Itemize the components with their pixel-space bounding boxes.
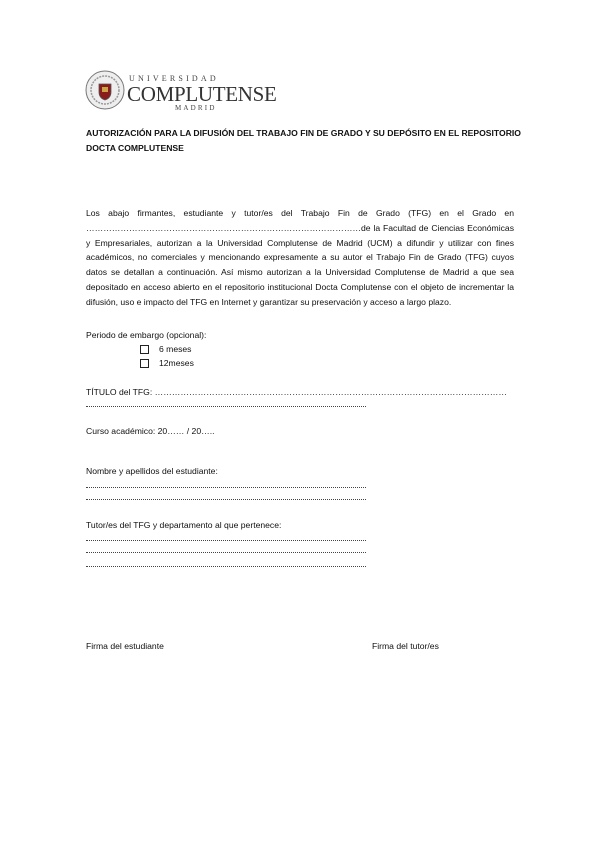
university-seal-icon — [85, 70, 125, 110]
embargo-option-6[interactable] — [140, 344, 191, 354]
student-name-line[interactable] — [86, 487, 366, 488]
document-title: AUTORIZACIÓN PARA LA DIFUSIÓN DEL TRABAJO FIN DE GRADO Y SU DEPÓSITO EN EL REPOSITORIO DOCTA COMPLUTENSE — [86, 128, 521, 153]
embargo-option-label: 6 meses — [159, 344, 192, 354]
tutor-line[interactable] — [86, 540, 366, 541]
tutor-label: Tutor/es del TFG y departamento al que pertenece: — [86, 520, 282, 530]
tutor-line[interactable] — [86, 566, 366, 567]
titulo-tfg-field: TÍTULO del TFG: …………………………………………………………………………………………………………… — [86, 387, 507, 397]
curso-academico-field: Curso académico: 20…… / 20….. — [86, 426, 215, 436]
authorization-paragraph: Los abajo firmantes, estudiante y tutor/es del Trabajo Fin de Grado (TFG) en el Grado en ……………………………………………………………………………………de la Facultad de Ciencias Económicas y Empresariales, autorizan a la Universidad Complutense de Madrid (UCM) a difundir y utilizar con fines académicos, no comerciales y mencionando expresamente a su autor el Trabajo Fin de Grado (TFG) cuyos datos se detallan a continuación. Así mismo autorizan a la Universidad Complutense de Madrid a que sea depositado en acceso abierto en el repositorio institucional Docta Complutense con el objeto de incrementar la difusión, uso e impacto del TFG en Internet y garantizar su preservación y acceso a largo plazo. — [86, 208, 514, 307]
student-signature-label: Firma del estudiante — [86, 641, 164, 651]
logo-bottom-text: MADRID — [175, 104, 217, 112]
embargo-option-label: 12meses — [159, 358, 194, 368]
university-logo — [85, 70, 277, 114]
checkbox-icon[interactable] — [140, 345, 149, 354]
embargo-option-12[interactable] — [140, 358, 194, 368]
checkbox-icon[interactable] — [140, 359, 149, 368]
logo-top-text: UNIVERSIDAD — [129, 74, 219, 83]
tutor-line[interactable] — [86, 552, 366, 553]
logo-main-text: COMPLUTENSE — [127, 82, 277, 106]
tutor-signature-label: Firma del tutor/es — [372, 641, 439, 651]
titulo-continuation-line[interactable] — [86, 406, 366, 407]
student-name-line[interactable] — [86, 499, 366, 500]
embargo-label: Periodo de embargo (opcional): — [86, 330, 207, 340]
student-name-label: Nombre y apellidos del estudiante: — [86, 466, 218, 476]
